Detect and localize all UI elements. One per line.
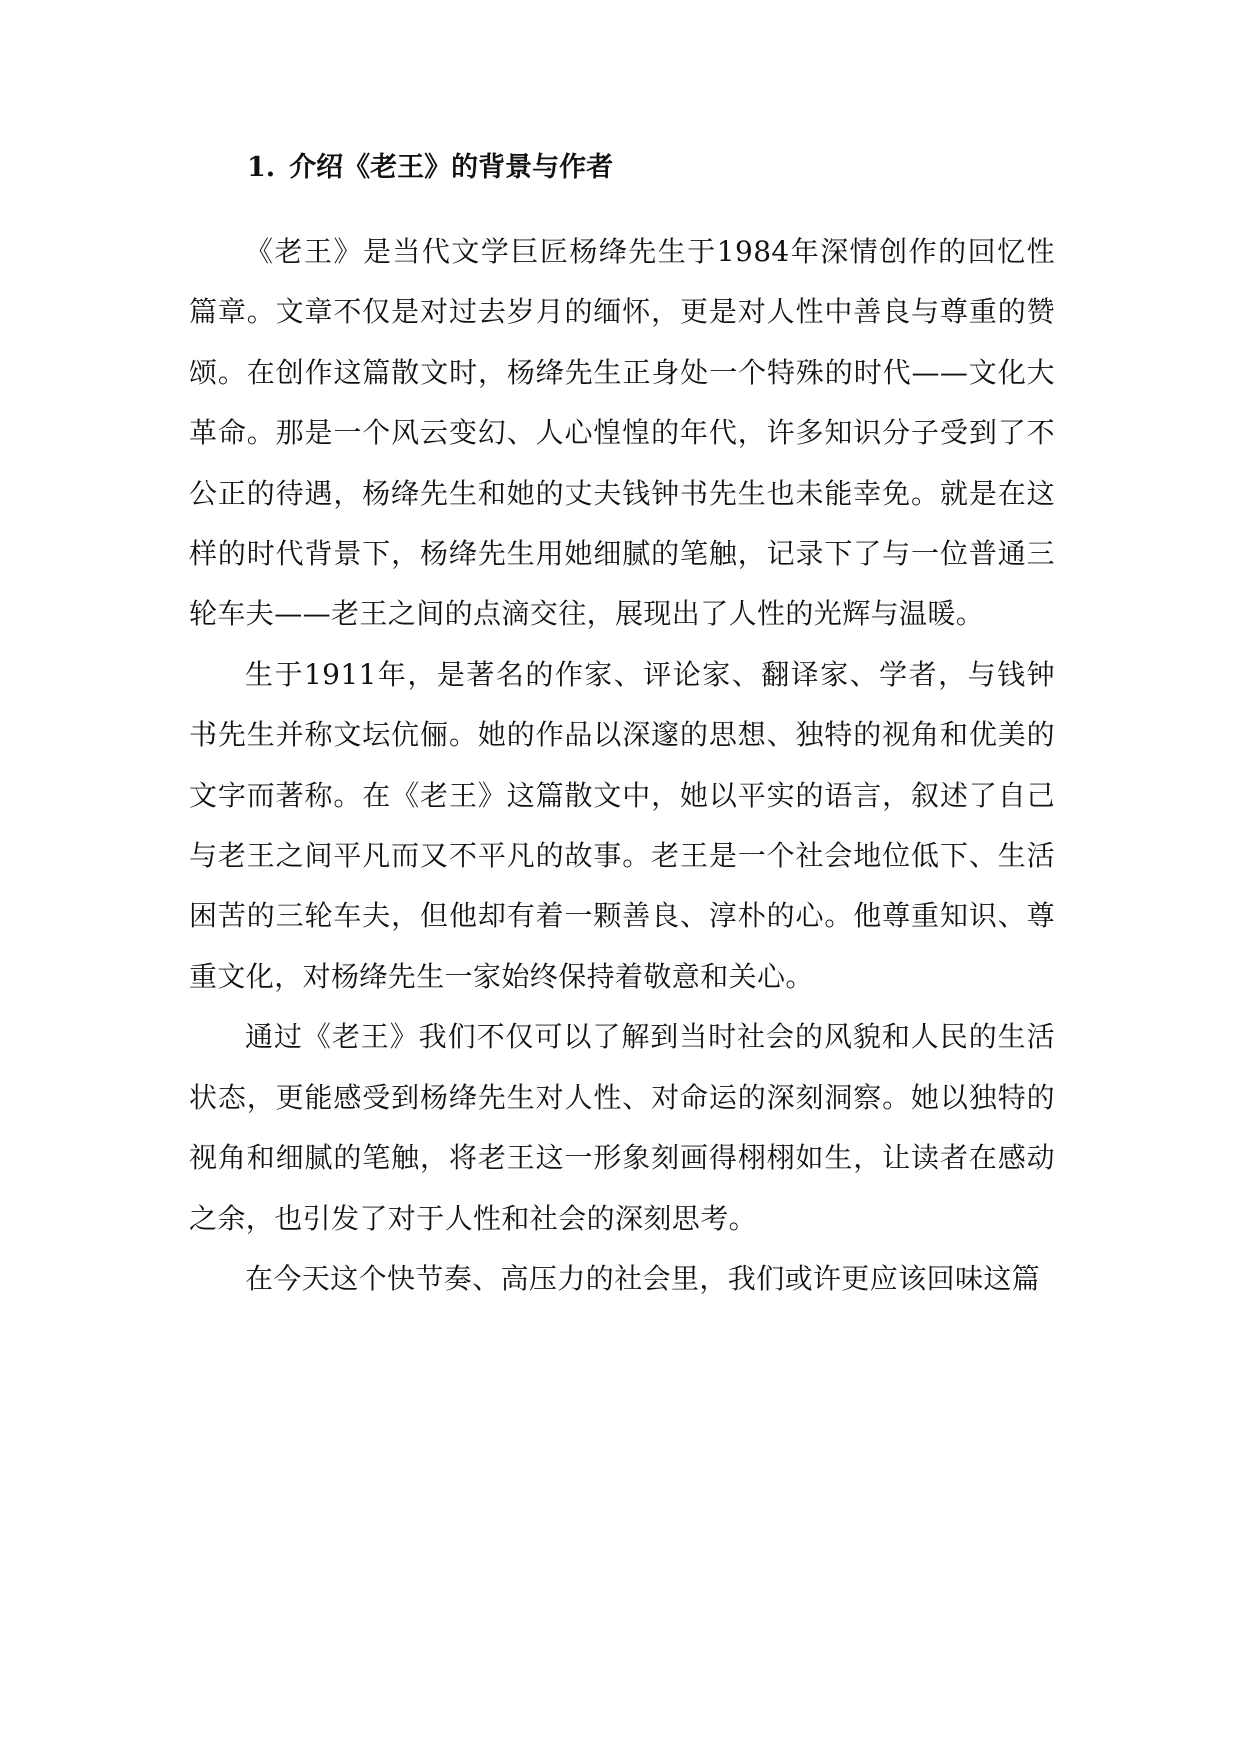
section-number: 1. — [247, 152, 276, 183]
paragraph-today: 在今天这个快节奏、高压力的社会里，我们或许更应该回味这篇 — [245, 1261, 1041, 1295]
section-heading — [247, 148, 613, 188]
paragraph-background: 《老王》是当代文学巨匠杨绛先生于1984年深情创作的回忆性篇章。文章不仅是对过去岁月的缅怀，更是对人性中善良与尊重的赞颂。在创作这篇散文时，杨绛先生正身处一个特殊的时代——文化大革命。那是一个风云变幻、人心惶惶的年代，许多知识分子受到了不公正的待遇，杨绛先生和她的丈夫钱钟书先生也未能幸免。就是在这样的时代背景下，杨绛先生用她细腻的笔触，记录下了与一位普通三轮车夫——老王之间的点滴交往，展现出了人性的光辉与温暖。 — [189, 235, 1055, 631]
section-title: 介绍《老王》的背景与作者 — [289, 152, 614, 183]
paragraph-author: 生于1911年，是著名的作家、评论家、翻译家、学者，与钱钟书先生并称文坛伉俪。她的作品以深邃的思想、独特的视角和优美的文字而著称。在《老王》这篇散文中，她以平实的语言，叙述了自己与老王之间平凡而又不平凡的故事。老王是一个社会地位低下、生活困苦的三轮车夫，但他却有着一颗善良、淳朴的心。他尊重知识、尊重文化，对杨绛先生一家始终保持着敬意和关心。 — [189, 657, 1055, 993]
body-text — [189, 222, 1055, 1309]
paragraph-significance: 通过《老王》我们不仅可以了解到当时社会的风貌和人民的生活状态，更能感受到杨绛先生对人性、对命运的深刻洞察。她以独特的视角和细腻的笔触，将老王这一形象刻画得栩栩如生，让读者在感动之余，也引发了对于人性和社会的深刻思考。 — [189, 1020, 1055, 1235]
